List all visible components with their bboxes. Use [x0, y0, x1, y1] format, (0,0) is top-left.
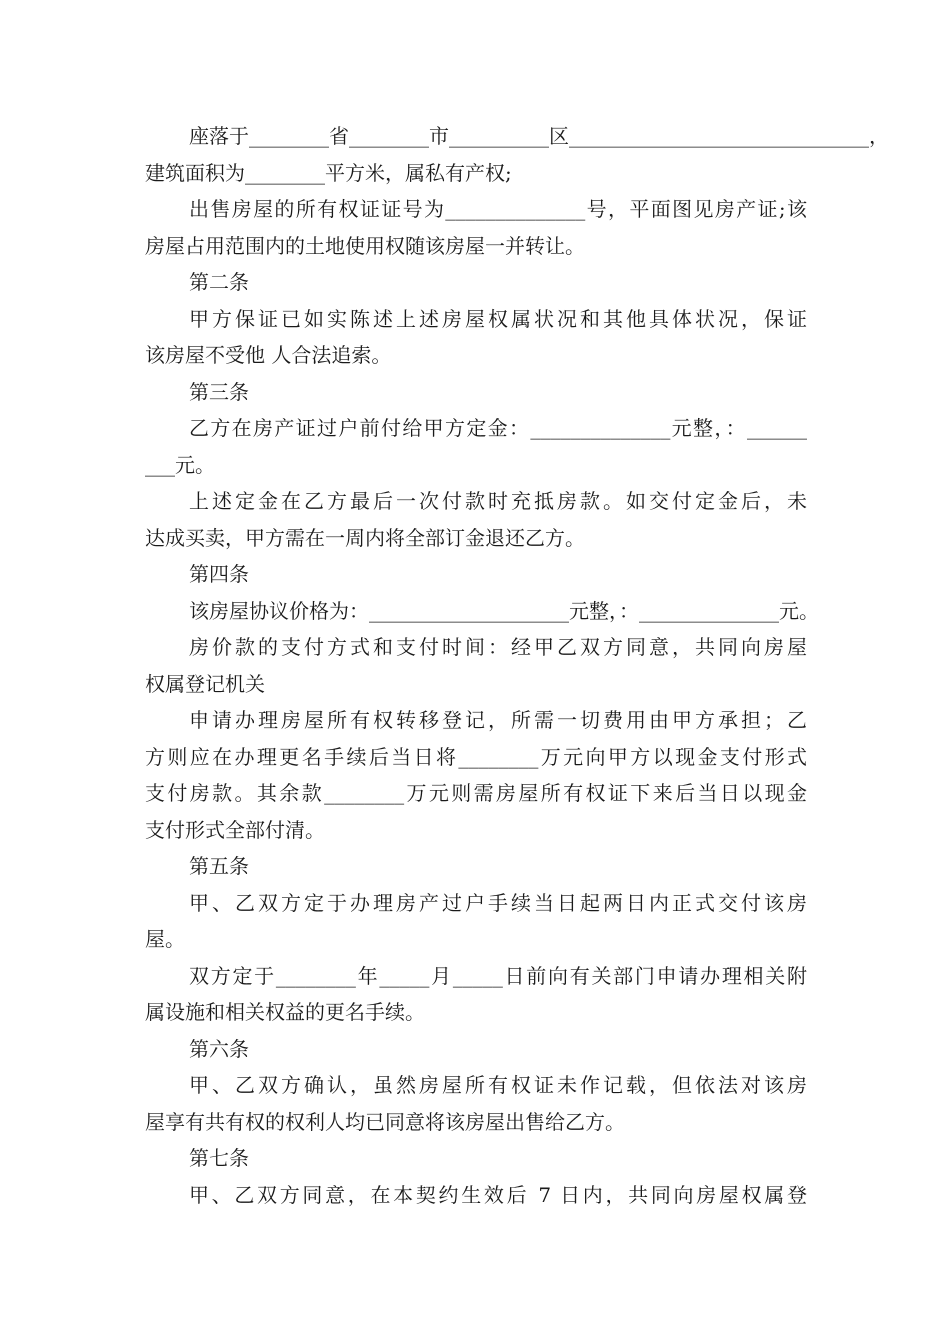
text-line: 房屋占用范围内的土地使用权随该房屋一并转让。: [145, 233, 585, 258]
text-line: 甲、乙双方同意，在本契约生效后 7 日内，共同向房屋权属登: [189, 1182, 807, 1207]
text-line: ___元。: [145, 452, 215, 477]
text-line: 屋。: [145, 927, 185, 951]
text-line: 属设施和相关权益的更名手续。: [145, 1000, 425, 1024]
text-line: 甲、乙双方定于办理房产过户手续当日起两日内正式交付该房: [189, 890, 807, 915]
text-line: 权属登记机关: [145, 671, 265, 696]
text-line: 支付形式全部付清。: [145, 817, 325, 842]
text-line: 屋享有共有权的权利人均已同意将该房屋出售给乙方。: [145, 1109, 625, 1134]
text-line: 第六条: [189, 1036, 249, 1061]
text-line: 出售房屋的所有权证证号为______________号，平面图见房产证;该: [189, 197, 807, 221]
text-line: 房价款的支付方式和支付时间：经甲乙双方同意，共同向房屋: [189, 635, 807, 659]
text-line: 第七条: [189, 1146, 249, 1170]
text-line: 第五条: [189, 854, 249, 878]
text-line: 达成买卖，甲方需在一周内将全部订金退还乙方。: [145, 525, 585, 550]
text-line: 该房屋协议价格为：____________________元整，：______________元。: [189, 598, 819, 623]
contract-text-body: [145, 118, 889, 1213]
text-line: 第二条: [189, 270, 249, 294]
text-line: 建筑面积为________平方米，属私有产权;: [145, 160, 512, 185]
text-line: 座落于________省________市__________区______________________________，: [189, 124, 889, 148]
text-line: 上述定金在乙方最后一次付款时充抵房款。如交付定金后，未: [189, 489, 807, 513]
text-line: 甲方保证已如实陈述上述房屋权属状况和其他具体状况，保证: [189, 306, 807, 331]
text-line: 第四条: [189, 562, 249, 586]
text-line: 甲、乙双方确认，虽然房屋所有权证未作记载，但依法对该房: [189, 1073, 807, 1097]
text-line: 该房屋不受他 人合法追索。: [145, 343, 392, 367]
text-line: 乙方在房产证过户前付给甲方定金：______________元整，：______: [189, 416, 807, 440]
text-line: 第三条: [189, 379, 249, 404]
text-line: 双方定于________年_____月_____日前向有关部门申请办理相关附: [189, 963, 807, 988]
text-line: 申请办理房屋所有权转移登记，所需一切费用由甲方承担；乙: [189, 708, 807, 732]
text-line: 支付房款。其余款________万元则需房屋所有权证下来后当日以现金: [145, 781, 807, 805]
text-line: 方则应在办理更名手续后当日将________万元向甲方以现金支付形式: [145, 744, 807, 769]
